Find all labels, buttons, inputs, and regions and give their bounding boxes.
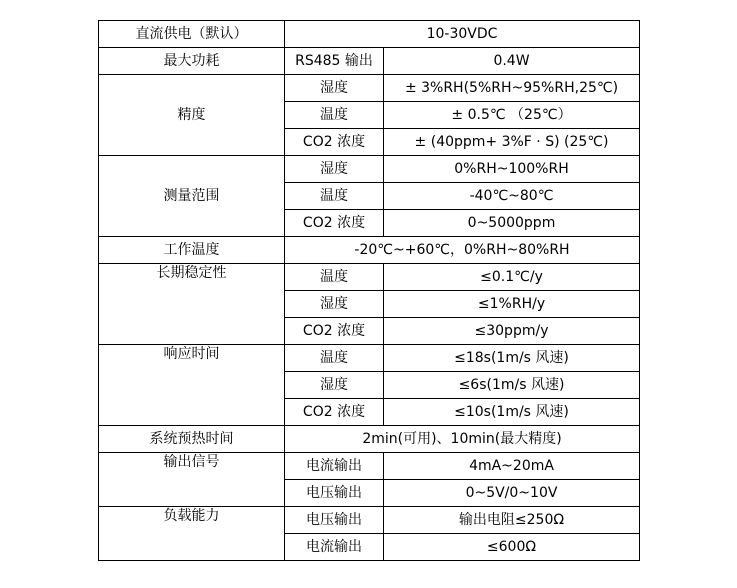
- row-value: -40℃~80℃: [384, 183, 640, 210]
- row-label: 测量范围: [99, 156, 285, 237]
- row-value: ± 0.5℃ （25℃）: [384, 102, 640, 129]
- table-row: [99, 507, 640, 534]
- row-sub-label: 电压输出: [285, 507, 384, 534]
- row-value: 2min(可用)、10min(最大精度): [285, 426, 640, 453]
- row-label: 响应时间: [99, 345, 285, 426]
- row-sub-label: 温度: [285, 264, 384, 291]
- row-value: ≤18s(1m/s 风速): [384, 345, 640, 372]
- table-row: [99, 48, 640, 75]
- table-row: [99, 21, 640, 48]
- row-label: 工作温度: [99, 237, 285, 264]
- row-label: 负载能力: [99, 507, 285, 561]
- row-value: 0.4W: [384, 48, 640, 75]
- row-sub-label: 电流输出: [285, 453, 384, 480]
- row-sub-label: 电压输出: [285, 480, 384, 507]
- row-sub-label: CO2 浓度: [285, 399, 384, 426]
- row-label: 最大功耗: [99, 48, 285, 75]
- table-row: [99, 156, 640, 183]
- row-sub-label: 电流输出: [285, 534, 384, 561]
- row-value: ≤6s(1m/s 风速): [384, 372, 640, 399]
- row-value: 0~5000ppm: [384, 210, 640, 237]
- row-sub-label: RS485 输出: [285, 48, 384, 75]
- row-value: ≤10s(1m/s 风速): [384, 399, 640, 426]
- table-row: [99, 264, 640, 291]
- row-value: 10-30VDC: [285, 21, 640, 48]
- spec-table: [98, 20, 640, 561]
- row-label: 长期稳定性: [99, 264, 285, 345]
- row-sub-label: 温度: [285, 183, 384, 210]
- table-row: [99, 75, 640, 102]
- row-label: 输出信号: [99, 453, 285, 507]
- row-value: ± (40ppm+ 3%F · S) (25℃): [384, 129, 640, 156]
- row-value: 输出电阻≤250Ω: [384, 507, 640, 534]
- row-sub-label: CO2 浓度: [285, 210, 384, 237]
- row-value: 0%RH~100%RH: [384, 156, 640, 183]
- row-sub-label: 湿度: [285, 156, 384, 183]
- table-row: [99, 453, 640, 480]
- row-sub-label: CO2 浓度: [285, 129, 384, 156]
- table-row: [99, 237, 640, 264]
- row-sub-label: 湿度: [285, 75, 384, 102]
- row-value: ≤30ppm/y: [384, 318, 640, 345]
- row-sub-label: CO2 浓度: [285, 318, 384, 345]
- table-row: [99, 345, 640, 372]
- row-label: 系统预热时间: [99, 426, 285, 453]
- row-value: -20℃~+60℃，0%RH~80%RH: [285, 237, 640, 264]
- row-value: ≤600Ω: [384, 534, 640, 561]
- row-sub-label: 温度: [285, 345, 384, 372]
- table-row: [99, 426, 640, 453]
- row-value: ≤1%RH/y: [384, 291, 640, 318]
- row-value: 0~5V/0~10V: [384, 480, 640, 507]
- row-label: 精度: [99, 75, 285, 156]
- row-sub-label: 湿度: [285, 291, 384, 318]
- row-value: ± 3%RH(5%RH~95%RH,25℃): [384, 75, 640, 102]
- row-sub-label: 湿度: [285, 372, 384, 399]
- row-sub-label: 温度: [285, 102, 384, 129]
- row-value: ≤0.1℃/y: [384, 264, 640, 291]
- row-value: 4mA~20mA: [384, 453, 640, 480]
- row-label: 直流供电（默认）: [99, 21, 285, 48]
